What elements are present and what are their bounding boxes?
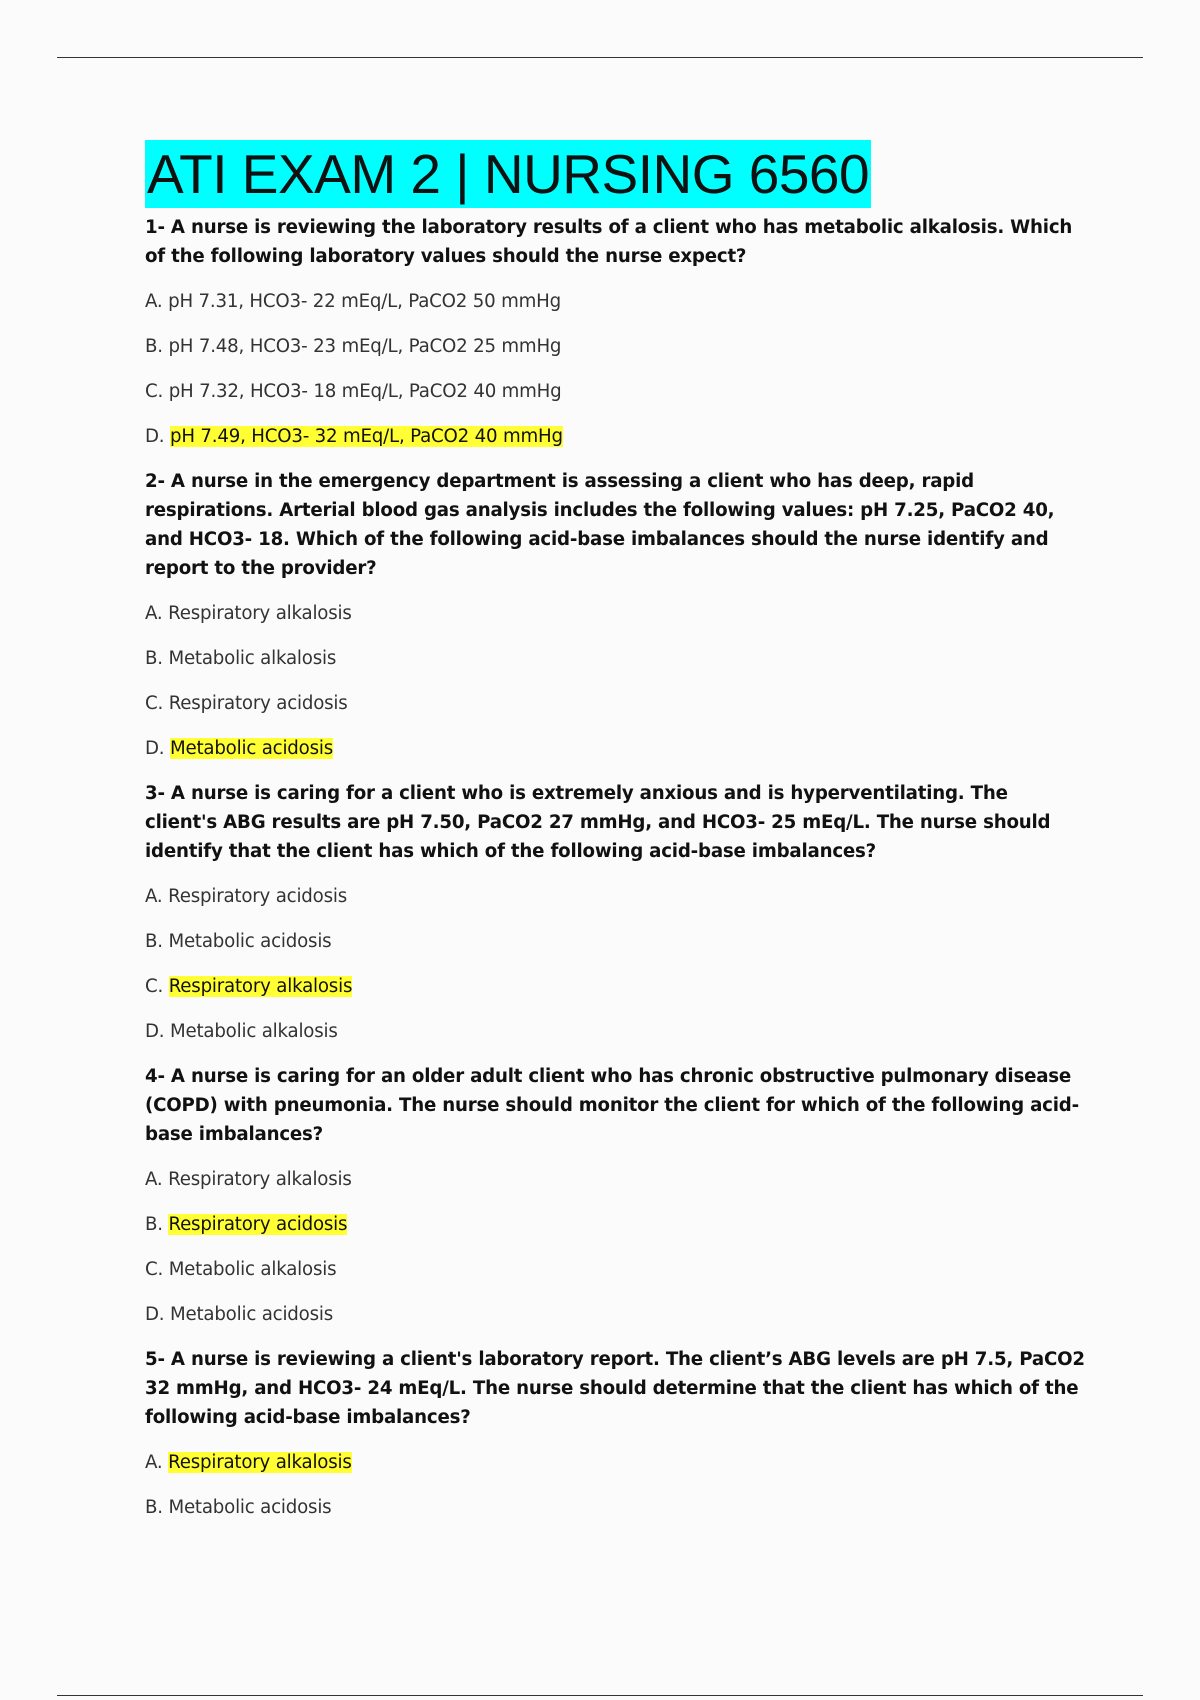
document-title: ATI EXAM 2 | NURSING 6560 (145, 140, 871, 208)
option-letter: B. (145, 648, 163, 669)
answer-option (145, 422, 1085, 451)
answer-option (145, 332, 1085, 361)
option-letter: A. (145, 886, 163, 907)
answer-option (145, 689, 1085, 718)
bottom-rule (57, 1695, 1143, 1696)
answer-option (145, 1017, 1085, 1046)
option-text: Metabolic acidosis (168, 931, 332, 952)
option-letter: D. (145, 1304, 165, 1325)
question-block (145, 779, 1085, 1046)
question-text: 3- A nurse is caring for a client who is extremely anxious and is hyperventilating. The client's ABG results are pH 7.50, PaCO2 27 mmHg, and HCO3- 25 mEq/L. The nurse should identify that the client has which of the following acid-base imbalances? (145, 783, 1051, 862)
question-text: 1- A nurse is reviewing the laboratory results of a client who has metabolic alkalosis. Which of the following laboratory values should the nurse expect? (145, 217, 1073, 267)
question-list (145, 213, 1085, 1522)
option-text: pH 7.32, HCO3- 18 mEq/L, PaCO2 40 mmHg (168, 381, 562, 402)
highlighted-answer-text: Respiratory alkalosis (168, 976, 353, 997)
answer-option (145, 644, 1085, 673)
question-text: 5- A nurse is reviewing a client's laboratory report. The client’s ABG levels are pH 7.5, PaCO2 32 mmHg, and HCO3- 24 mEq/L. The nurse should determine that the client has which of the following acid-base imbalances? (145, 1349, 1085, 1428)
option-letter: B. (145, 336, 163, 357)
answer-option (145, 1300, 1085, 1329)
option-letter: A. (145, 603, 163, 624)
answer-option (145, 1210, 1085, 1239)
highlighted-answer-text: Metabolic acidosis (169, 738, 333, 759)
option-letter: C. (145, 1259, 164, 1280)
question-block (145, 467, 1085, 763)
answer-option (145, 882, 1085, 911)
highlighted-answer-text: Respiratory acidosis (168, 1214, 348, 1235)
highlighted-answer-text: Respiratory alkalosis (168, 1452, 352, 1473)
question-text: 2- A nurse in the emergency department is assessing a client who has deep, rapid respirations. Arterial blood gas analysis includes the following values: pH 7.25, PaCO2 40, and HCO3- 18. Which of the following acid-base imbalances should the nurse identify and report to the provider? (145, 471, 1055, 579)
option-text: Metabolic acidosis (168, 1497, 332, 1518)
answer-option (145, 287, 1085, 316)
answer-option (145, 734, 1085, 763)
option-letter: D. (145, 738, 165, 759)
option-letter: D. (145, 426, 165, 447)
option-text: Respiratory acidosis (168, 693, 348, 714)
option-letter: D. (145, 1021, 165, 1042)
answer-option (145, 377, 1085, 406)
option-text: Metabolic alkalosis (168, 1259, 337, 1280)
option-letter: C. (145, 693, 164, 714)
question-block (145, 1345, 1085, 1522)
question-block (145, 1062, 1085, 1329)
option-letter: A. (145, 1452, 163, 1473)
answer-option (145, 1255, 1085, 1284)
option-letter: C. (145, 381, 164, 402)
document-body (145, 140, 1085, 1538)
option-text: Respiratory alkalosis (168, 603, 352, 624)
option-letter: A. (145, 1169, 163, 1190)
option-letter: B. (145, 931, 163, 952)
option-text: pH 7.31, HCO3- 22 mEq/L, PaCO2 50 mmHg (168, 291, 561, 312)
option-letter: C. (145, 976, 164, 997)
answer-option (145, 1165, 1085, 1194)
option-text: Metabolic alkalosis (169, 1021, 338, 1042)
answer-option (145, 972, 1085, 1001)
option-text: Respiratory alkalosis (168, 1169, 352, 1190)
answer-option (145, 1493, 1085, 1522)
question-block (145, 213, 1085, 451)
option-letter: A. (145, 291, 163, 312)
option-text: Metabolic acidosis (169, 1304, 333, 1325)
question-text: 4- A nurse is caring for an older adult client who has chronic obstructive pulmonary disease (COPD) with pneumonia. The nurse should monitor the client for which of the following acid-base imbalances? (145, 1066, 1079, 1145)
answer-option (145, 1448, 1085, 1477)
option-letter: B. (145, 1214, 163, 1235)
option-letter: B. (145, 1497, 163, 1518)
answer-option (145, 599, 1085, 628)
option-text: Metabolic alkalosis (168, 648, 337, 669)
option-text: pH 7.48, HCO3- 23 mEq/L, PaCO2 25 mmHg (168, 336, 562, 357)
highlighted-answer-text: pH 7.49, HCO3- 32 mEq/L, PaCO2 40 mmHg (169, 426, 563, 447)
answer-option (145, 927, 1085, 956)
top-rule (57, 57, 1143, 58)
option-text: Respiratory acidosis (168, 886, 347, 907)
